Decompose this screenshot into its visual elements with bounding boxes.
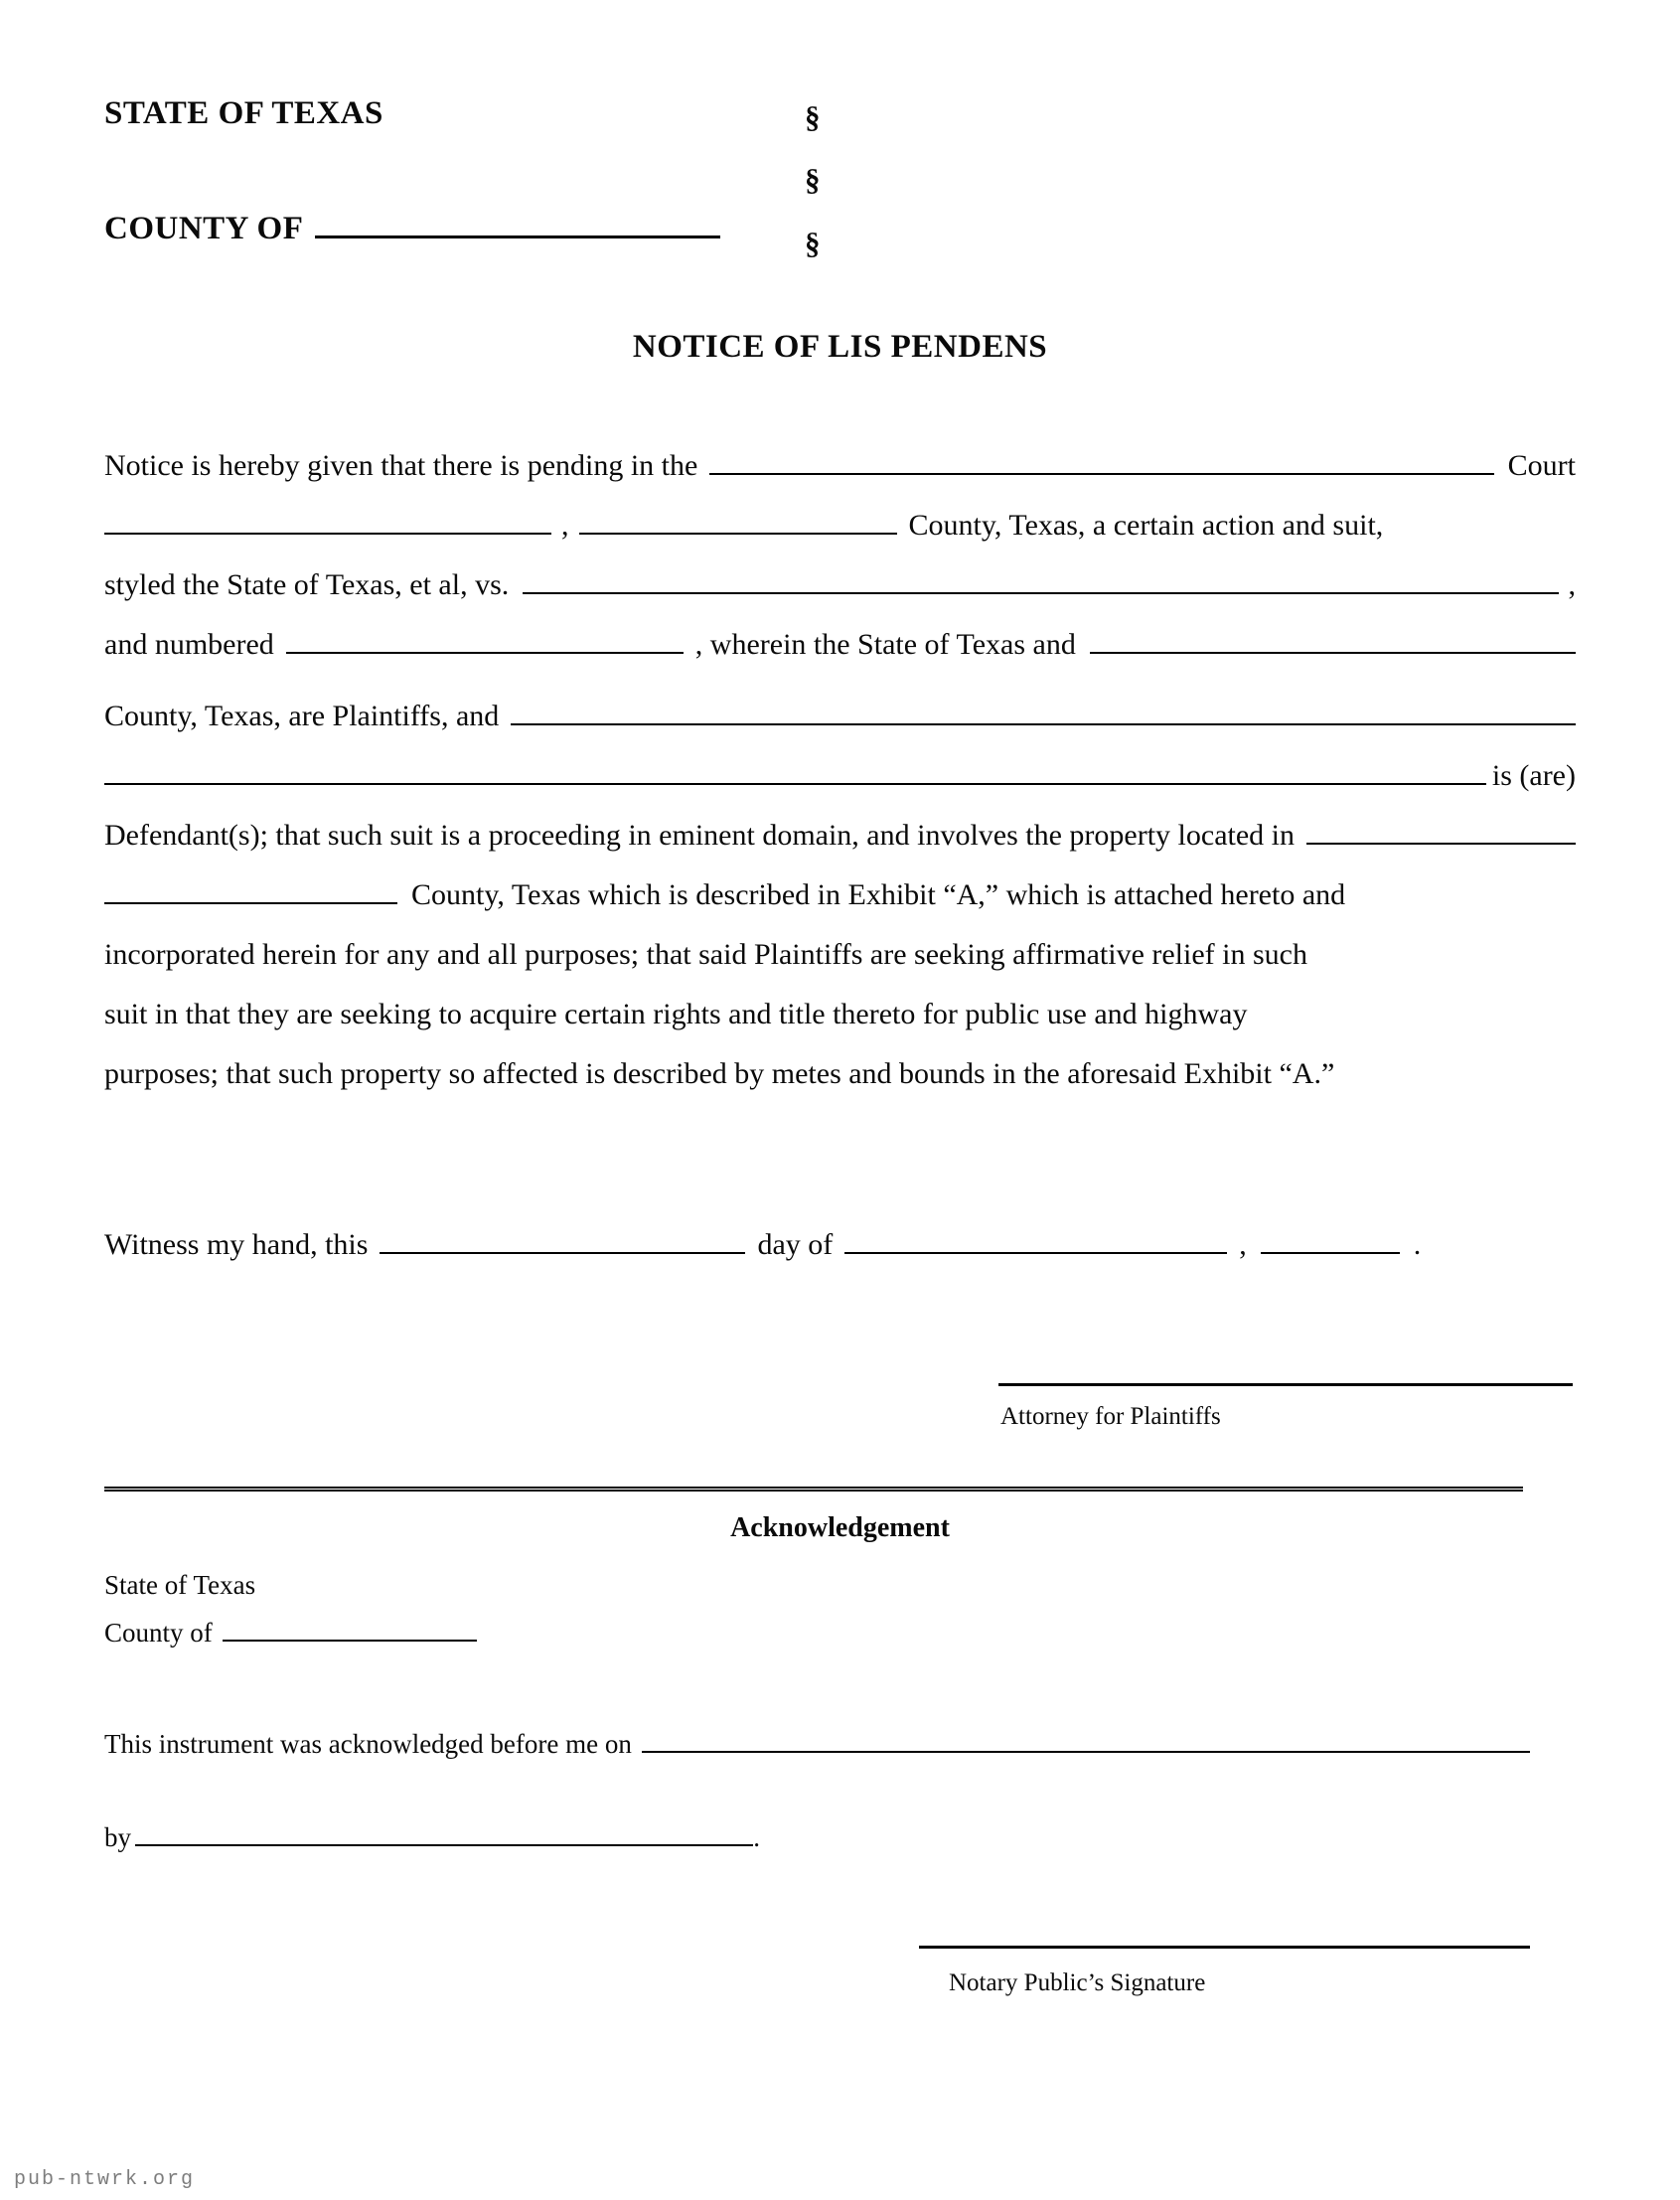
body-line-3 xyxy=(104,568,1576,602)
witness-period: . xyxy=(1413,1228,1422,1261)
notary-signature-line xyxy=(919,1946,1530,1949)
body-line-11: purposes; that such property so affected is described by metes and bounds in the aforesaid Exhibit “A.” xyxy=(104,1057,1335,1090)
body-line-7 xyxy=(104,819,1576,853)
body-line-7-text: Defendant(s); that such suit is a proceeding in eminent domain, and involves the property located in xyxy=(104,819,1296,852)
blank-defendant-style xyxy=(523,592,1558,594)
acknowledgement-title: Acknowledgement xyxy=(730,1512,950,1543)
body-line-1 xyxy=(104,449,1576,483)
blank-defendants-1 xyxy=(511,723,1576,725)
blank-plaintiff-county xyxy=(1090,652,1576,654)
blank-court-designation xyxy=(104,533,551,535)
blank-month xyxy=(844,1252,1227,1254)
body-line-9: incorporated herein for any and all purposes; that said Plaintiffs are seeking affirmative relief in such xyxy=(104,938,1307,971)
witness-text: Witness my hand, this xyxy=(104,1228,369,1261)
ack-county-text: County of xyxy=(104,1618,213,1648)
body-line-2-comma: , xyxy=(561,509,569,542)
state-caption: STATE OF TEXAS xyxy=(104,95,383,131)
body-line-6 xyxy=(104,759,1576,793)
section-symbol-3: § xyxy=(805,226,821,260)
body-line-5-text: County, Texas, are Plaintiffs, and xyxy=(104,700,500,732)
body-line-3-text: styled the State of Texas, et al, vs. xyxy=(104,568,510,601)
blank-property-county-1 xyxy=(1306,843,1576,845)
body-line-8-text: County, Texas which is described in Exhibit “A,” which is attached hereto and xyxy=(411,878,1346,911)
blank-year xyxy=(1261,1252,1400,1254)
attorney-signature-line xyxy=(998,1383,1573,1386)
body-line-6-text: is (are) xyxy=(1491,759,1576,792)
body-line-2-text: County, Texas, a certain action and suit, xyxy=(908,509,1384,542)
body-line-10: suit in that they are seeking to acquire certain rights and title thereto for public use and highway xyxy=(104,998,1248,1030)
attorney-signature-label: Attorney for Plaintiffs xyxy=(1000,1403,1221,1430)
ack-by-period: . xyxy=(753,1822,760,1852)
section-divider xyxy=(104,1487,1523,1492)
body-line-4 xyxy=(104,628,1576,662)
blank-day xyxy=(380,1252,745,1254)
witness-line xyxy=(104,1228,1455,1262)
county-caption: COUNTY OF xyxy=(104,211,304,246)
county-caption-row xyxy=(104,211,720,247)
document-title: NOTICE OF LIS PENDENS xyxy=(632,329,1048,365)
ack-county-row xyxy=(104,1618,477,1649)
body-line-1-tail: Court xyxy=(1507,449,1576,482)
ack-instrument-text: This instrument was acknowledged before me on xyxy=(104,1729,632,1759)
blank-defendants-2 xyxy=(104,783,1486,785)
body-line-2 xyxy=(104,509,1576,543)
body-line-1-text: Notice is hereby given that there is pending in the xyxy=(104,449,698,482)
body-line-4-mid: , wherein the State of Texas and xyxy=(694,628,1076,661)
blank-property-county-2 xyxy=(104,902,397,904)
blank-court-county xyxy=(579,533,897,535)
body-line-5 xyxy=(104,700,1576,733)
blank-court xyxy=(709,473,1493,475)
blank-cause-number xyxy=(286,652,684,654)
section-symbol-2: § xyxy=(805,162,821,197)
watermark: pub-ntwrk.org xyxy=(14,2168,196,2191)
blank-ack-date xyxy=(642,1751,1530,1753)
witness-comma: , xyxy=(1239,1228,1247,1261)
blank-ack-county xyxy=(223,1640,477,1642)
witness-mid: day of xyxy=(757,1228,834,1261)
body-line-8 xyxy=(104,878,1576,912)
body-line-3-comma: , xyxy=(1568,568,1576,601)
notary-signature-label: Notary Public’s Signature xyxy=(949,1969,1206,1996)
ack-state-line: State of Texas xyxy=(104,1570,256,1600)
body-line-4-text: and numbered xyxy=(104,628,274,661)
ack-by-row xyxy=(104,1822,760,1853)
blank-ack-name xyxy=(135,1844,753,1846)
blank-caption-county xyxy=(315,236,720,238)
section-symbol-1: § xyxy=(805,99,821,134)
ack-instrument-row xyxy=(104,1729,1530,1760)
ack-by-text: by xyxy=(104,1822,131,1852)
